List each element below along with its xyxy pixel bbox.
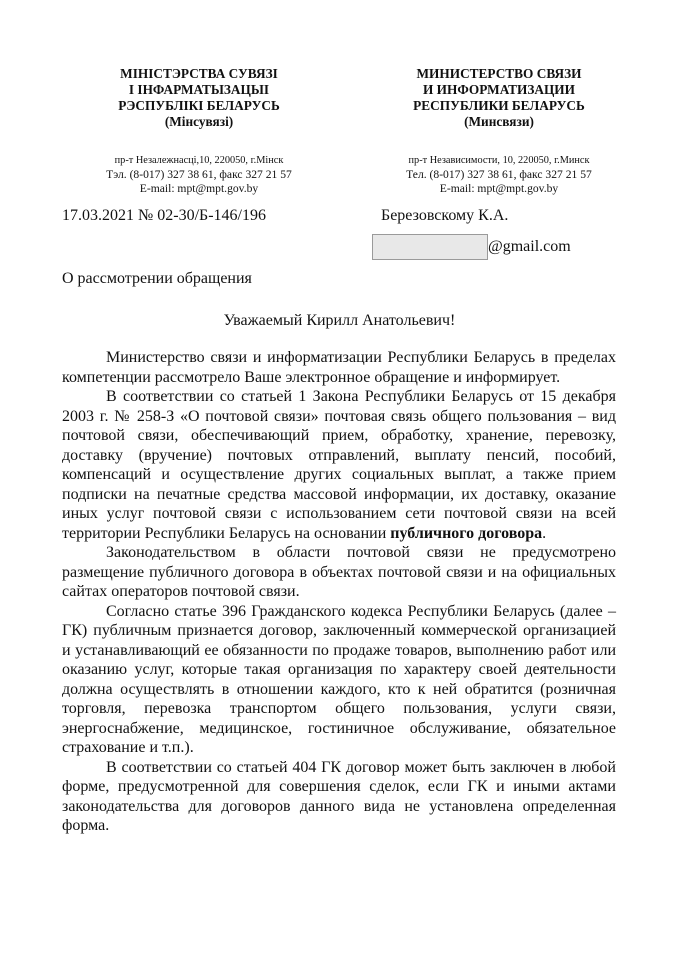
org-email: E-mail: mpt@mpt.gov.by xyxy=(139,182,259,195)
registration-number: 17.03.2021 № 02-30/Б-146/196 xyxy=(62,207,266,224)
paragraph-3: Законодательством в области почтовой связи не предусмотрено размещение публичного договора в объектах почтовой связи и на официальных сайтах операторов почтовой связи. xyxy=(62,544,616,600)
org-phone: Тел. (8-017) 327 38 61, факс 327 21 57 xyxy=(406,168,592,181)
org-name-line1: МИНИСТЕРСТВО СВЯЗИ xyxy=(416,66,582,81)
org-name-line2: И ИНФОРМАТИЗАЦИИ xyxy=(423,82,575,97)
org-phone: Тэл. (8-017) 327 38 61, факс 327 21 57 xyxy=(106,168,292,181)
salutation: Уважаемый Кирилл Анатольевич! xyxy=(223,312,456,329)
recipient-name: Березовскому К.А. xyxy=(381,207,509,224)
org-address: пр-т Незалежнасці,10, 220050, г.Мінск xyxy=(114,155,284,166)
recipient-email xyxy=(372,234,571,260)
letter-body xyxy=(62,348,616,836)
paragraph-2-end: . xyxy=(542,524,547,542)
paragraph-5: В соответствии со статьей 404 ГК договор может быть заключен в любой форме, предусмотренной для совершения сделок, если ГК и иными актами законодательства для договоров данного вида не установлена определенная форма. xyxy=(62,758,616,834)
org-email: E-mail: mpt@mpt.gov.by xyxy=(439,182,559,195)
redacted-email-box xyxy=(372,234,488,260)
letterhead-belarusian xyxy=(70,66,328,196)
public-contract-emphasis: публичного договора xyxy=(390,524,543,542)
paragraph-2 xyxy=(62,387,616,543)
recipient-email-domain: @gmail.com xyxy=(488,238,571,255)
org-name-line3: РЭСПУБЛІКІ БЕЛАРУСЬ xyxy=(118,98,280,113)
org-address: пр-т Независимости, 10, 220050, г.Минск xyxy=(408,155,590,166)
paragraph-4: Согласно статье 396 Гражданского кодекса Республики Беларусь (далее – ГК) публичным признается договор, заключенный коммерческой организацией и устанавливающий ее обязанности по продаже товаров, выполнению работ или оказанию услуг, которые такая организация по характеру своей деятельности должна осуществлять в отношении каждого, кто к ней обратится (розничная торговля, перевозка транспортом общего пользования, услуги связи, энергоснабжение, медицинское, гостиничное обслуживание, обязательное страхование и т.п.). xyxy=(62,602,616,756)
org-short-name: (Минсвязи) xyxy=(464,114,534,129)
org-name-line3: РЕСПУБЛИКИ БЕЛАРУСЬ xyxy=(413,98,585,113)
org-name-line1: МІНІСТЭРСТВА СУВЯЗІ xyxy=(120,66,278,81)
letter-subject: О рассмотрении обращения xyxy=(62,270,252,287)
letterhead-russian xyxy=(368,66,630,196)
paragraph-1: Министерство связи и информатизации Республики Беларусь в пределах компетенции рассмотрело Ваше электронное обращение и информирует. xyxy=(62,349,616,386)
org-short-name: (Мінсувязі) xyxy=(164,114,234,129)
paragraph-2-text: В соответствии со статьей 1 Закона Республики Беларусь от 15 декабря 2003 г. № 258-З «О почтовой связи» почтовая связь общего пользования – вид почтовой связи, обеспечивающий прием, обработку, хранение, перевозку, доставку (вручение) почтовых отправлений, выплату пенсий, пособий, компенсаций и осуществление других социальных выплат, а также прием подписки на печатные средства массовой информации, их доставку, оказание иных услуг почтовой связи с использованием сети почтовой связи на всей территории Республики Беларусь на основании xyxy=(62,388,616,542)
org-name-line2: І ІНФАРМАТЫЗАЦЫІ xyxy=(128,82,270,97)
